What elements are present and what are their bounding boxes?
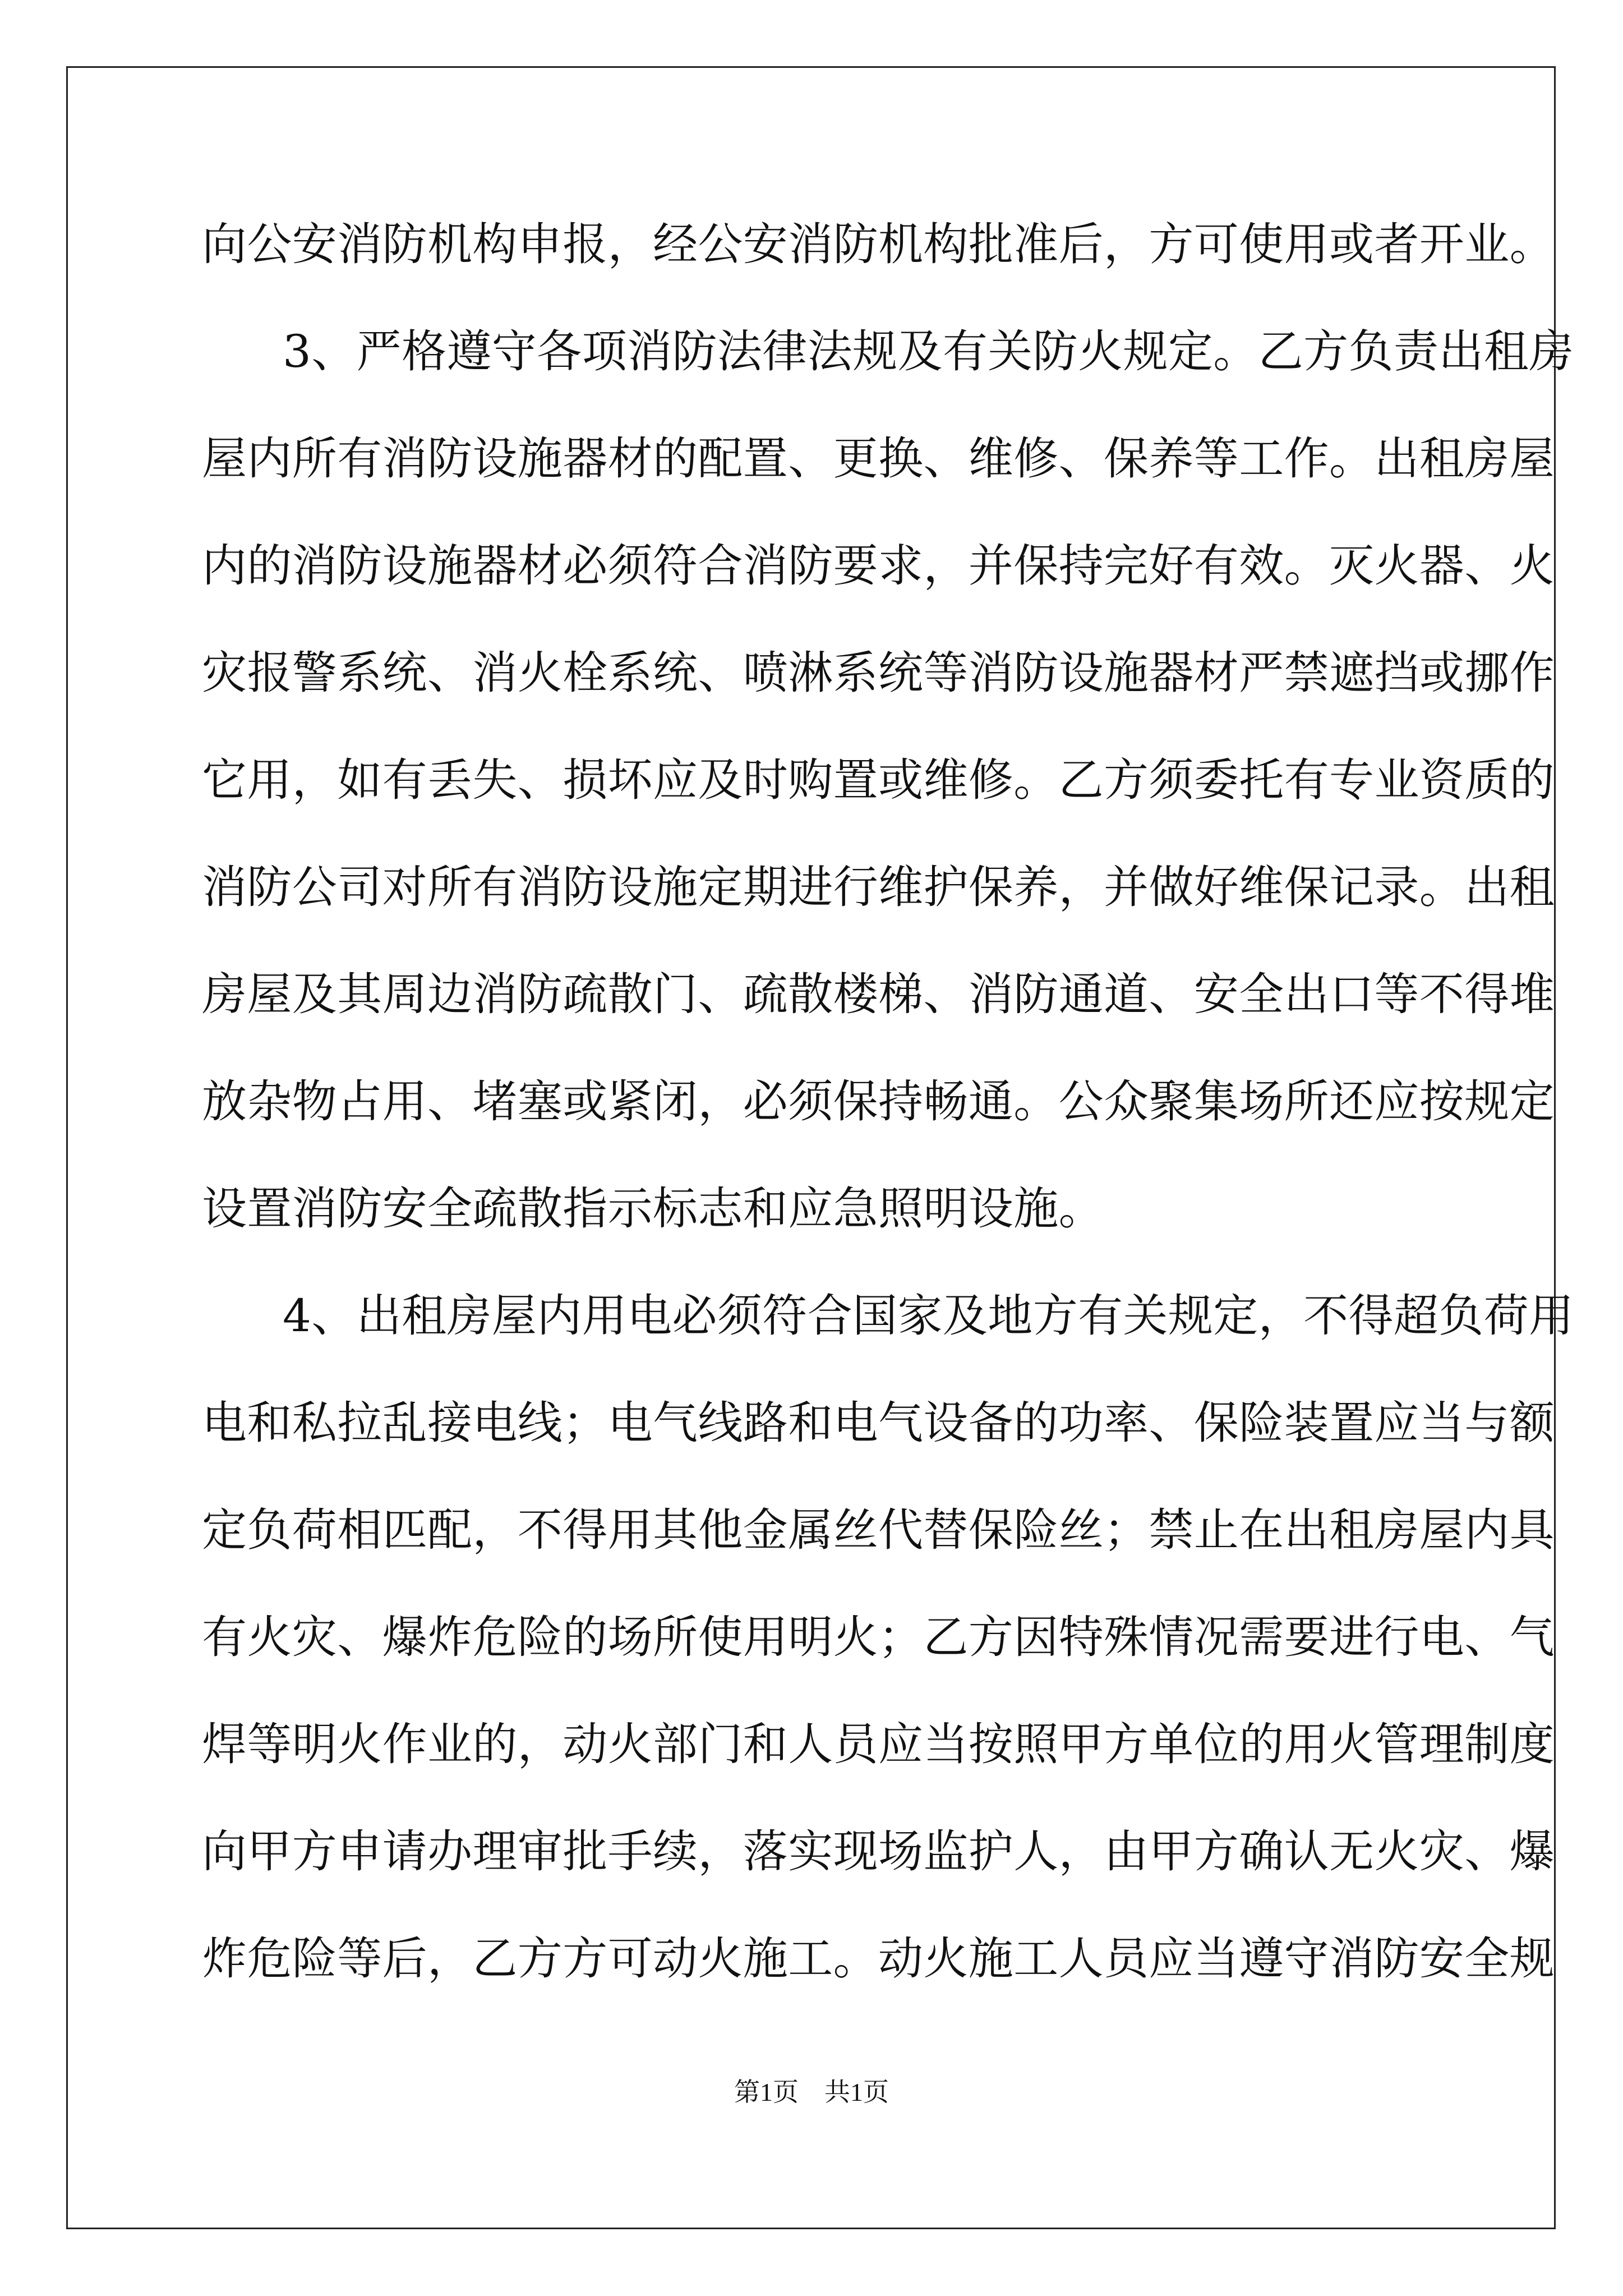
paragraph-3-start: 3、严格遵守各项消防法律法规及有关防火规定。乙方负责出租房 bbox=[283, 325, 1574, 378]
text-line: 消防公司对所有消防设施定期进行维护保养，并做好维保记录。出租 bbox=[202, 861, 1555, 913]
text-line: 电和私拉乱接电线；电气线路和电气设备的功率、保险装置应当与额 bbox=[202, 1397, 1555, 1449]
text-line: 焊等明火作业的，动火部门和人员应当按照甲方单位的用火管理制度 bbox=[202, 1718, 1555, 1770]
text-line: 定负荷相匹配，不得用其他金属丝代替保险丝；禁止在出租房屋内具 bbox=[202, 1504, 1555, 1556]
paragraph-4-start: 4、出租房屋内用电必须符合国家及地方有关规定，不得超负荷用 bbox=[283, 1290, 1574, 1342]
text-line: 设置消防安全疏散指示标志和应急照明设施。 bbox=[202, 1182, 1104, 1235]
text-line: 放杂物占用、堵塞或紧闭，必须保持畅通。公众聚集场所还应按规定 bbox=[202, 1075, 1555, 1128]
text-line: 向甲方申请办理审批手续，落实现场监护人，由甲方确认无火灾、爆 bbox=[202, 1825, 1555, 1878]
text-line: 炸危险等后，乙方方可动火施工。动火施工人员应当遵守消防安全规 bbox=[202, 1932, 1555, 1985]
text-line: 屋内所有消防设施器材的配置、更换、维修、保养等工作。出租房屋 bbox=[202, 432, 1555, 485]
text-line: 房屋及其周边消防疏散门、疏散楼梯、消防通道、安全出口等不得堆 bbox=[202, 968, 1555, 1020]
text-line: 灾报警系统、消火栓系统、喷淋系统等消防设施器材严禁遮挡或挪作 bbox=[202, 647, 1555, 699]
text-line: 内的消防设施器材必须符合消防要求，并保持完好有效。灭火器、火 bbox=[202, 540, 1555, 592]
document-body bbox=[202, 191, 1574, 2012]
text-line: 有火灾、爆炸危险的场所使用明火；乙方因特殊情况需要进行电、气 bbox=[202, 1611, 1555, 1663]
page-number-footer: 第1页 共1页 bbox=[734, 2078, 889, 2106]
text-line: 向公安消防机构申报，经公安消防机构批准后，方可使用或者开业。 bbox=[202, 218, 1555, 270]
text-line: 它用，如有丢失、损坏应及时购置或维修。乙方须委托有专业资质的 bbox=[202, 754, 1555, 806]
